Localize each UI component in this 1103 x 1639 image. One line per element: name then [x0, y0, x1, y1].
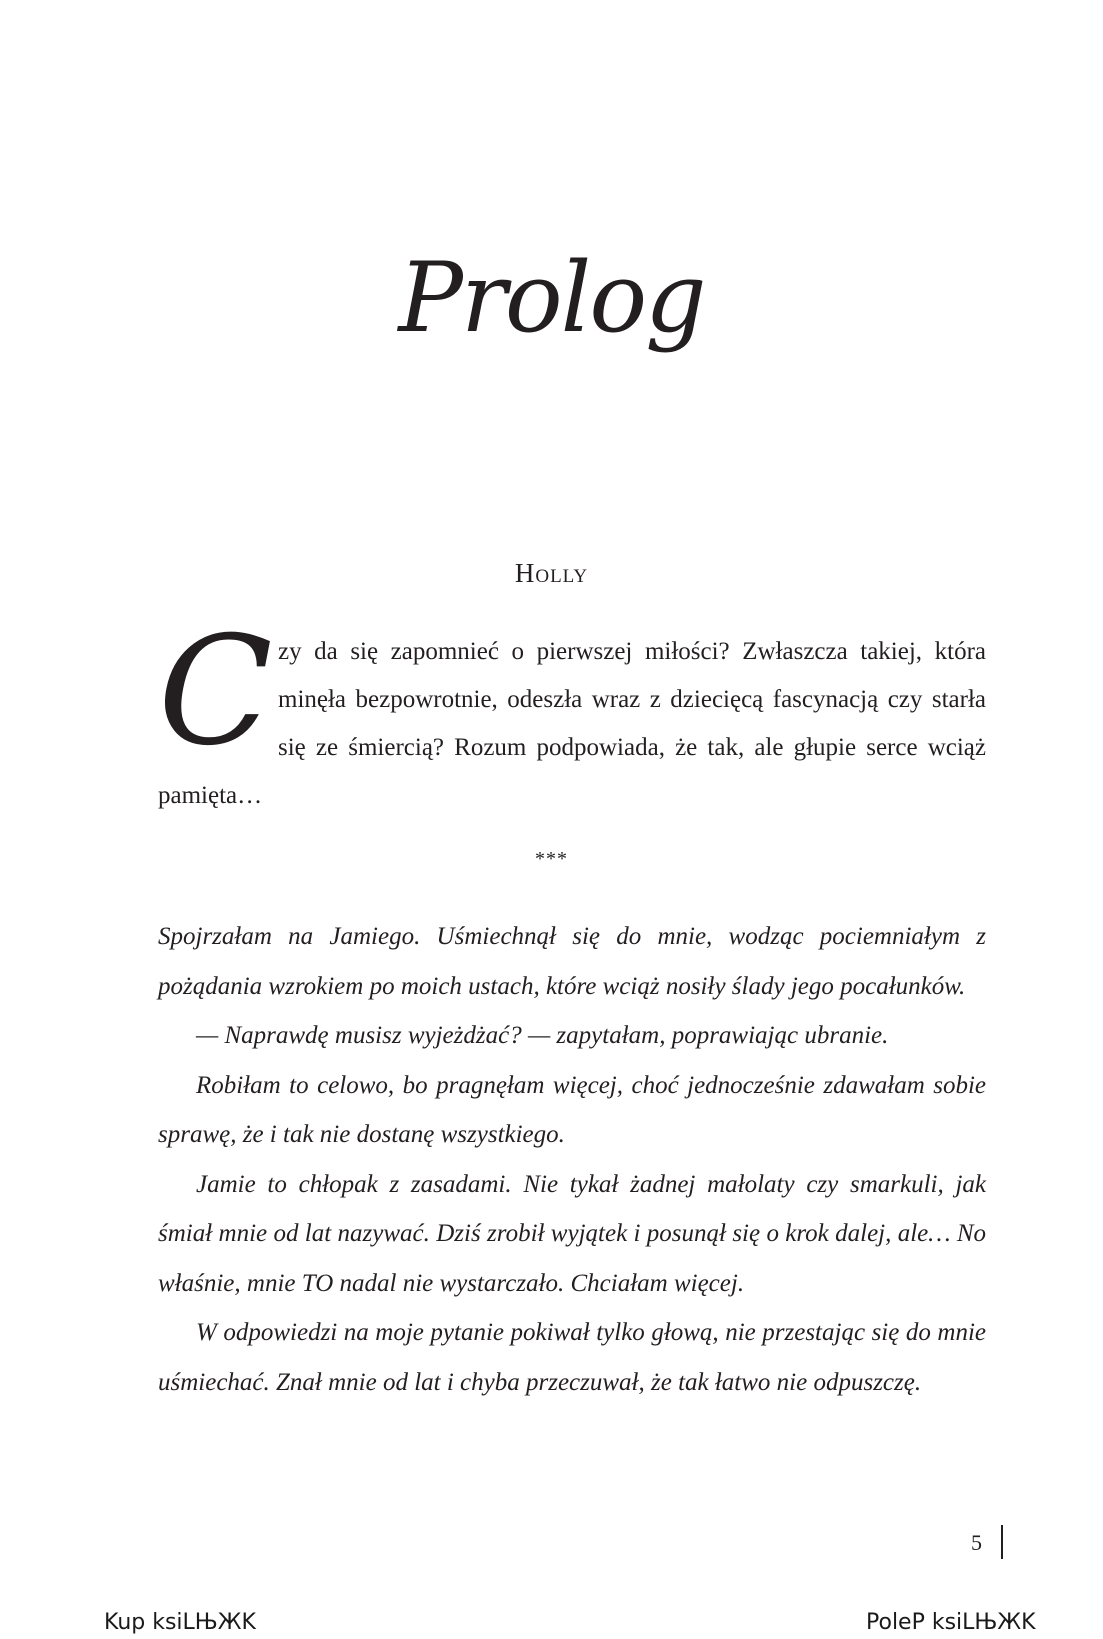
page-number: 5	[971, 1530, 982, 1555]
intro-text: zy da się zapomnieć o pierwszej miłości? Zwłaszcza takiej, która minęła bezpowrotnie, odeszła wraz z dziecięcą fascynacją czy starła się ze śmiercią? Rozum podpowiada, że tak, ale głupie serce wciąż pamięta…	[158, 638, 986, 809]
story-paragraph-3: Robiłam to celowo, bo pragnęłam więcej, choć jednocześnie zdawałam sobie sprawę, że i tak nie dostanę wszystkiego.	[158, 1071, 986, 1148]
intro-paragraph	[158, 605, 986, 820]
chapter-title: Prolog	[398, 242, 705, 354]
section-separator: ***	[535, 848, 568, 870]
story-paragraph-5: W odpowiedzi na moje pytanie pokiwał tylko głową, nie przestając się do mnie uśmiechać. Znał mnie od lat i chyba przeczuwał, że tak łatwo nie odpuszczę.	[158, 1319, 986, 1396]
drop-cap: C	[158, 605, 273, 779]
story-paragraph-2: — Naprawdę musisz wyjeżdżać? — zapytałam, poprawiając ubranie.	[196, 1022, 889, 1049]
pov-character-name: Holly	[514, 558, 589, 588]
story-text	[158, 912, 986, 1407]
story-paragraph-1: Spojrzałam na Jamiego. Uśmiechnął się do mnie, wodząc pociemniałym z pożądania wzrokiem po moich ustach, które wciąż nosiły ślady jego pocałunków.	[158, 923, 986, 1000]
page-number-rule	[1001, 1525, 1003, 1559]
recommend-book-link[interactable]: PoleP ksiLЊЖK	[866, 1610, 1036, 1635]
story-paragraph-4: Jamie to chłopak z zasadami. Nie tykał żadnej małolaty czy smarkuli, jak śmiał mnie od lat nazywać. Dziś zrobił wyjątek i posunął się o krok dalej, ale… No właśnie, mnie TO nadal nie wystarczało. Chciałam więcej.	[158, 1170, 986, 1297]
buy-book-link[interactable]: Kup ksiLЊЖK	[104, 1610, 256, 1635]
